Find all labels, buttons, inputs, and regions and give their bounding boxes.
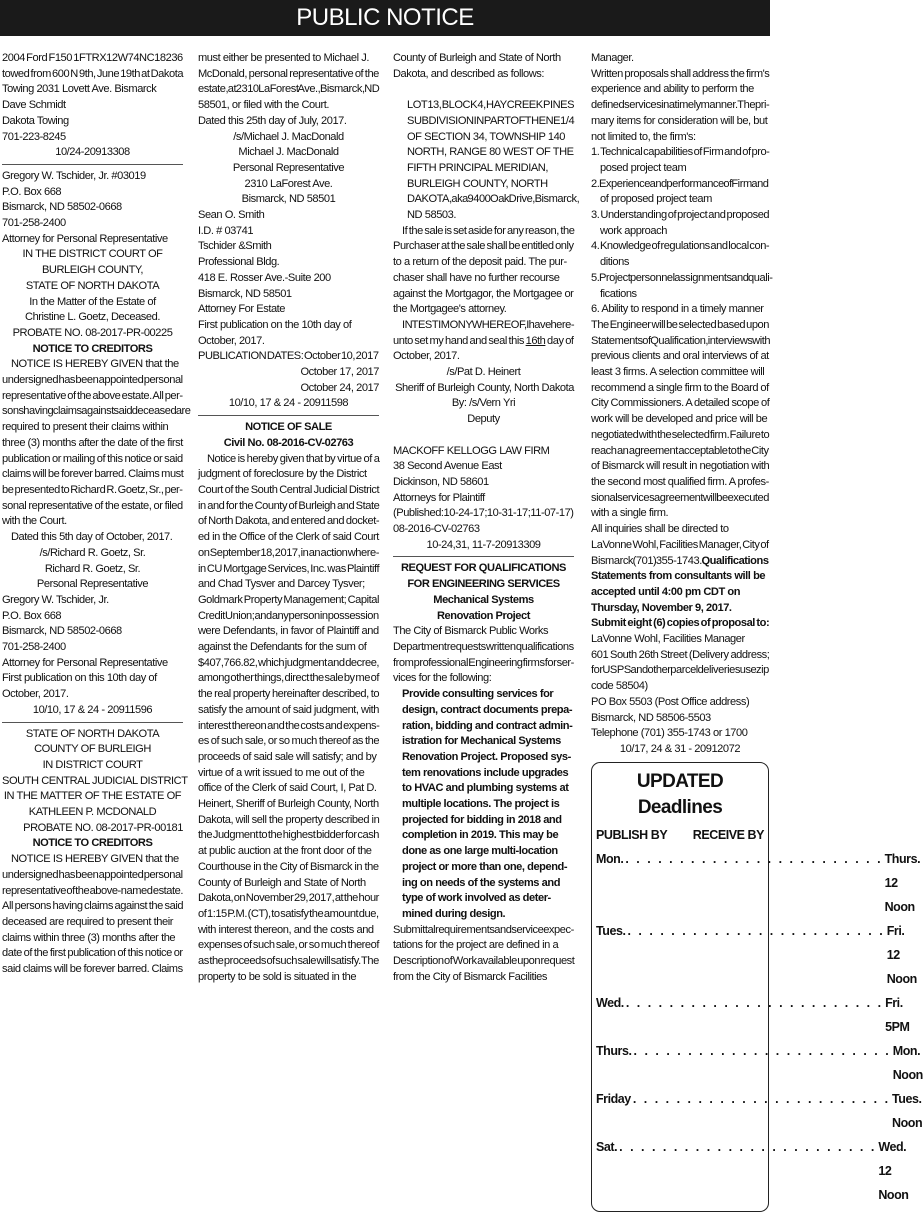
notice-line: NOTICE IS HEREBY GIVEN that the (11, 853, 179, 866)
notice-line: PO Box 5503 (Post Office address) (591, 695, 750, 708)
notice-line: Gregory W. Tschider, Jr. (2, 593, 109, 606)
notice-line: City Commissioners. A detailed scope of (591, 397, 770, 410)
publish-day: Friday (596, 1091, 631, 1106)
notice-line: and Chad Tysver and Darcey Tysver; (198, 578, 365, 591)
notice-line: All persons having claims against the said (2, 900, 184, 913)
notice-line: Bismarck (701) 355-1743. Qualifications (591, 554, 769, 567)
receive-deadline: Fri. 5PM (885, 995, 910, 1034)
notice-line: October, 2017. (198, 334, 265, 347)
blank-line (393, 82, 574, 98)
notice-line: Tschider &Smith (198, 240, 272, 253)
notice-line: from the City of Bismarck Facilities (393, 970, 547, 983)
notice-line: be presented to Richard R. Goetz, Sr., per- (2, 483, 183, 496)
notice-line: P.O. Box 668 (2, 185, 62, 198)
notice-line: done as one large multi-location (402, 845, 558, 858)
notice-line: Submit eight (6) copies of proposal to: (591, 617, 770, 630)
notice-line: Manager. (591, 52, 634, 64)
publish-day: Thurs. (596, 1043, 632, 1058)
notice-line: Civil No. 08-2016-CV-02763 (223, 436, 354, 449)
column-4 (591, 51, 923, 1202)
notice-line: undersigned has been appointed personal (2, 374, 183, 387)
notice-line: publication or mailing of this notice or said (2, 452, 183, 465)
notice-line: 10/10, 17 & 24 - 20911596 (32, 703, 153, 716)
notice-line: claims will be forever barred. Claims must (2, 468, 184, 481)
notice-line: representative of the above-named estate. (2, 884, 183, 897)
notice-line: Mechanical Systems (433, 593, 534, 606)
notice-line: of proposed project team (600, 193, 712, 206)
notice-line: design, contract documents prepa- (402, 703, 573, 716)
notice-line: PUBLICATION DATES: October 10, 2017 (198, 350, 379, 363)
leader-dots: . . . . . . . . . . . . . . . . . . . . . . . . (633, 1043, 891, 1058)
notice-line: Thursday, November 9, 2017. (591, 601, 732, 614)
notice-line: mary items for consideration will be, but (591, 114, 768, 127)
leader-dots: . . . . . . . . . . . . . . . . . . . . . . . . (632, 1091, 891, 1106)
receive-deadline: Fri. 12 Noon (886, 923, 917, 986)
public-notice-header (0, 0, 770, 36)
notice-line: date of the first publication of this notice or (2, 947, 183, 960)
notice-line: NOTICE TO CREDITORS (32, 837, 153, 850)
notice-line: KATHLEEN P. MCDONALD (28, 806, 157, 819)
notice-line: 701-223-8245 (2, 130, 66, 143)
notice-line: NOTICE IS HEREBY GIVEN that the (11, 358, 179, 371)
deadlines-box (591, 762, 923, 1212)
notice-line: 3. Understanding of project and proposed (591, 209, 770, 222)
notice-line: October 17, 2017 (300, 366, 379, 379)
notice-line: October 24, 2017 (300, 381, 379, 394)
receive-deadline: Thurs. 12 Noon (884, 851, 921, 914)
notice-line: SOUTH CENTRAL JUDICIAL DISTRICT (2, 774, 188, 787)
notice-line: Professional Bldg. (198, 256, 280, 269)
notice-line: vices for the following: (393, 672, 492, 685)
column-2 (198, 51, 379, 1024)
notice-line: in CU Mortgage Services, Inc. was Plaintiff (198, 562, 380, 575)
header-title: PUBLIC NOTICE (296, 4, 474, 31)
notice-line: of North Dakota, and entered and docket- (198, 515, 380, 528)
receive-deadline: Mon. Noon (892, 1043, 923, 1082)
notice-line: undersigned has been appointed personal (2, 868, 183, 881)
notice-line: Dakota, and described as follows: (393, 67, 545, 80)
notice-line: from professional Engineering firms for ser- (393, 656, 574, 669)
leader-dots: . . . . . . . . . . . . . . . . . . . . . . . . (625, 995, 884, 1010)
notice-line: with the Court. (2, 515, 67, 528)
notice-line: among other things, direct the sale by me of (198, 672, 380, 685)
notice-line: on September 18, 2017, in an action where- (198, 546, 379, 559)
notice-line: ing on needs of the systems and (402, 876, 561, 889)
notice-line: 2. Experience and performance of Firm and (591, 177, 769, 190)
notice-line: 701-258-2400 (2, 641, 66, 654)
notice-line: must either be presented to Michael J. (198, 52, 369, 64)
notice-line: 10/17, 24 & 31 - 20912072 (619, 742, 741, 755)
notice-line: Dave Schmidt (2, 99, 66, 112)
notice-columns (0, 51, 923, 1202)
notice-line: sional services agreement will be executed (591, 491, 769, 504)
notice-line: FOR ENGINEERING SERVICES (407, 578, 560, 591)
notice-line: IN THE MATTER OF THE ESTATE OF (3, 790, 182, 803)
blank-line (393, 428, 574, 444)
notice-line: In the Matter of the Estate of (29, 295, 156, 308)
notice-line: IN DISTRICT COURT (42, 758, 143, 771)
notice-line: BURLEIGH COUNTY, (41, 264, 144, 277)
notice-line: Credit Union; and any person in possession (198, 609, 379, 622)
notice-line: the real property hereinafter described, to (198, 688, 380, 701)
notice-line: required to present their claims within (2, 421, 169, 434)
notice-line: 58501, or filed with the Court. (198, 99, 329, 112)
notice-line: LaVonne Wohl, Facilities Manager (591, 633, 745, 646)
notice-line: against the Mortgagor, the Mortgagee or (393, 287, 574, 300)
notice-line: against the Defendants for the sum of (198, 641, 367, 654)
notice-line: County of Burleigh and State of North (393, 52, 561, 64)
notice-line: October, 2017. (393, 350, 460, 363)
notice-line: for USPS and other parcel deliveries use zip (591, 664, 769, 677)
notice-line: Dickinson, ND 58601 (393, 475, 489, 488)
notice-line: 701-258-2400 (2, 217, 66, 230)
notice-line: to a return of the deposit paid. The pur- (393, 256, 567, 269)
notice-line: Personal Representative (232, 161, 345, 174)
notice-line: completion in 2019. This may be (402, 829, 559, 842)
notice-line: recommend a single firm to the Board of (591, 381, 769, 394)
notice-line: Sheriff of Burleigh County, North Dakota (395, 381, 574, 394)
notice-line: not limited to, the firm's: (591, 130, 696, 143)
notice-line: interest thereon and the costs and expens- (198, 719, 380, 732)
notice-line: Bismarck, ND 58502-0668 (2, 201, 122, 214)
notice-line: the second most qualified firm. A profes- (591, 475, 769, 488)
notice-line: LOT 13, BLOCK 4, HAY CREEK PINES (407, 99, 575, 112)
deadline-row (596, 1135, 909, 1207)
notice-line: 418 E. Rosser Ave.-Suite 200 (198, 271, 331, 284)
notice-line: Gregory W. Tschider, Jr. #03019 (2, 169, 146, 182)
notice-line: IN TESTIMONY WHEREOF, I have here- (402, 318, 575, 331)
notice-line: 10/10, 17 & 24 - 20911598 (228, 397, 349, 410)
notice-line: reach an agreement acceptable to the City (591, 444, 769, 457)
notice-line: 5. Project personnel assignments and quali- (591, 271, 773, 284)
notice-line: The City of Bismarck Public Works (393, 625, 549, 638)
column-1 (2, 51, 191, 1024)
notice-line: representative of the above estate. All per- (2, 389, 183, 402)
notice-line: negotiated with the selected firm. Failure to (591, 428, 770, 441)
notice-line: projected for bidding in 2018 and (402, 813, 562, 826)
notice-line: Dated this 5th day of October, 2017. (11, 531, 173, 544)
notice-line: tations for the project are defined in a (393, 939, 559, 952)
notice-line: 10/24-20913308 (55, 146, 130, 159)
notice-line: $407,766.82, which judgment and decree, (198, 656, 380, 669)
notice-line: estate, at 2310 LaForest Ave., Bismarck, ND (198, 83, 380, 96)
notice-line: with interest thereon, and the costs and (198, 923, 374, 936)
receive-deadline: Tues. Noon (892, 1091, 923, 1130)
receive-by-heading: RECEIVE BY (692, 827, 764, 842)
notice-line: Department requests written qualifications (393, 640, 574, 653)
deadline-row (596, 1087, 923, 1135)
notice-line: FIFTH PRINCIPAL MERIDIAN, (407, 161, 548, 174)
notice-line: 4. Knowledge of regulations and local con- (591, 240, 770, 253)
notice-line: type of work involved as deter- (402, 892, 551, 905)
deadline-row (596, 847, 921, 919)
notice-line: posed project team (600, 161, 687, 174)
notice-line: NOTICE TO CREDITORS (32, 342, 153, 355)
deadline-row (596, 919, 917, 991)
notice-line: Attorneys for Plaintiff (393, 491, 485, 504)
notice-line: 6. Ability to respond in a timely manner (591, 303, 764, 316)
notice-line: satisfy the amount of said judgment, with (198, 703, 379, 716)
publish-day: Sat. (596, 1139, 618, 1154)
notice-line: deceased are required to present their (2, 915, 173, 928)
notice-line: three (3) months after the date of the first (2, 436, 183, 449)
notice-line: /s/Pat D. Heinert (446, 366, 521, 379)
notice-line: Dakota, on November 29, 2017, at the hour (198, 892, 379, 905)
notice-line: to HVAC and plumbing systems at (402, 782, 569, 795)
notice-line: DAKOTA, aka 9400 Oak Drive, Bismarck, (407, 193, 580, 206)
notice-line: 2310 LaForest Ave. (244, 177, 333, 190)
notice-line: with a single firm. (591, 507, 669, 520)
notice-line: McDonald, personal representative of the (198, 67, 379, 80)
notice-line: Attorney for Personal Representative (2, 656, 168, 669)
notice-line: NOTICE OF SALE (245, 421, 332, 434)
notice-line: istration for Mechanical Systems (402, 735, 561, 748)
notice-line: Attorney for Personal Representative (2, 232, 168, 245)
notice-divider (2, 722, 183, 723)
notice-line: First publication on the 10th day of (198, 318, 352, 331)
notice-line: Statements of Qualification, interviews with (591, 334, 771, 347)
notice-line: property to be sold is situated in the (198, 970, 357, 983)
deadlines-header-row (596, 823, 764, 847)
notice-line: said claims will be forever barred. Claims (2, 963, 183, 976)
notice-line: es of such sale, or so much thereof as the (198, 735, 380, 748)
notice-line: code 58504) (591, 680, 648, 693)
notice-line: claims within three (3) months after the (2, 931, 176, 944)
notice-line: P.O. Box 668 (2, 609, 62, 622)
notice-line: OF SECTION 34, TOWNSHIP 140 (407, 130, 566, 143)
notice-line: Court of the South Central Judicial District (198, 483, 380, 496)
notice-line: STATE OF NORTH DAKOTA (25, 727, 160, 740)
notice-line: SUBDIVISION IN PART OF THE NE1/4 (407, 114, 575, 127)
notice-divider (198, 415, 379, 416)
notice-line: the Mortgagee's attorney. (393, 303, 507, 316)
notice-line: the Judgment to the highest bidder for cash (198, 829, 380, 842)
notice-line: ditions (600, 256, 629, 269)
notice-line: in and for the County of Burleigh and State (198, 499, 380, 512)
notice-line: County of Burleigh and State of North (198, 876, 366, 889)
notice-line: tem renovations include upgrades (402, 766, 569, 779)
notice-line: Heinert, Sheriff of Burleigh County, North (198, 798, 379, 811)
notice-line: virtue of a writ issued to me out of the (198, 766, 365, 779)
deadlines-title: UPDATED Deadlines (636, 770, 724, 818)
notice-line: Attorney For Estate (198, 303, 286, 316)
notice-line: Goldmark Property Management; Capital (198, 593, 379, 606)
notice-line: were Defendants, in favor of Plaintiff and (198, 625, 379, 638)
notice-line: sonal representative of the estate, or filed (2, 499, 183, 512)
notice-line: All inquiries shall be directed to (591, 523, 729, 536)
notice-line: Dated this 25th day of July, 2017. (198, 114, 347, 127)
notice-line: /s/Michael J. MacDonald (233, 130, 344, 143)
publish-day: Mon. (596, 851, 624, 866)
notice-line: Deputy (467, 413, 500, 426)
notice-line: First publication on this 10th day of (2, 672, 157, 685)
notice-line: Towing 2031 Lovett Ave. Bismarck (2, 83, 157, 96)
notice-line: as the proceeds of such sale will satisfy. The (198, 955, 379, 968)
notice-line: project or more than one, depend- (402, 860, 568, 873)
notice-line: Dakota, will sell the property described in (198, 813, 380, 826)
notice-line: I.D. # 03741 (198, 224, 254, 237)
notice-line: NORTH, RANGE 80 WEST OF THE (407, 146, 574, 159)
notice-line: Description of Work available upon request (393, 955, 575, 968)
deadline-row (596, 1039, 923, 1087)
notice-line: expenses of such sale, or so much thereof (198, 939, 379, 952)
notice-line: office of the Clerk of said Court, I, Pat D. (198, 782, 377, 795)
publish-by-heading: PUBLISH BY (596, 827, 668, 842)
notice-line: defined services in a timely manner. The pri- (591, 99, 770, 112)
notice-line: 1. Technical capabilities of Firm and of pro- (591, 146, 770, 159)
notice-line: of 1:15 P.M. (CT), to satisfy the amount due, (198, 907, 379, 920)
notice-line: MACKOFF KELLOGG LAW FIRM (393, 444, 550, 457)
notice-line: Purchaser at the sale shall be entitled only (393, 240, 574, 253)
notice-line: Notice is hereby given that by virtue of a (207, 452, 380, 465)
notice-line: 601 South 26th Street (Delivery address; (591, 648, 770, 661)
notice-line: proceeds of said sale will satisfy; and by (198, 750, 377, 763)
notice-line: LaVonne Wohl, Facilities Manager, City of (591, 538, 769, 551)
notice-line: of Bismarck will result in negotiation with (591, 460, 770, 473)
notice-line: The Engineer will be selected based upon (591, 318, 769, 331)
notice-line: experience and ability to perform the (591, 83, 754, 96)
notice-line: Submittal requirements and service expec- (393, 923, 574, 936)
notice-line: Christine L. Goetz, Deceased. (25, 311, 160, 324)
notice-line: work will be developed and price will be (591, 413, 768, 426)
notice-line: ration, bidding and contract admin- (402, 719, 573, 732)
notice-line: towed from 600 N 9th, June 19th at Dakota (2, 67, 184, 80)
notice-line: PROBATE NO. 08-2017-PR-00181 (23, 821, 183, 834)
notice-line: ed in the Office of the Clerk of said Court (198, 531, 379, 544)
notice-line: Written proposals shall address the firm's (591, 67, 770, 80)
notice-line: Personal Representative (36, 578, 149, 591)
publish-day: Wed. (596, 995, 624, 1010)
notice-line: work approach (600, 224, 667, 237)
receive-deadline: Wed. 12 Noon (878, 1139, 909, 1202)
notice-line: STATE OF NORTH DAKOTA (25, 279, 160, 292)
notice-line: Provide consulting services for (402, 688, 554, 701)
notice-line: Dakota Towing (2, 114, 69, 127)
notice-line: Statements from consultants will be (591, 570, 766, 583)
notice-line: at public auction at the front door of the (198, 845, 372, 858)
notice-line: Bismarck, ND 58502-0668 (2, 625, 122, 638)
notice-line: 10-24,31, 11-7-20913309 (426, 538, 541, 551)
notice-line: COUNTY OF BURLEIGH (34, 743, 151, 756)
notice-line: unto set my hand and seal this 16th day of (393, 334, 574, 347)
notice-line: least 3 firms. A selection committee will (591, 366, 765, 379)
notice-line: /s/Richard R. Goetz, Sr. (39, 546, 146, 559)
notice-line: Bismarck, ND 58501 (198, 287, 292, 300)
deadlines-rows (596, 847, 923, 1207)
leader-dots: . . . . . . . . . . . . . . . . . . . . . . . . (627, 923, 885, 938)
column-3 (393, 51, 580, 1024)
notice-line: mined during design. (402, 907, 506, 920)
notice-divider (393, 556, 574, 557)
notice-line: 08-2016-CV-02763 (393, 523, 480, 536)
notice-line: If the sale is set aside for any reason, the (402, 224, 575, 237)
notice-line: chaser shall have no further recourse (393, 271, 560, 284)
notice-line: accepted until 4:00 pm CDT on (591, 585, 741, 598)
notice-line: Renovation Project (437, 609, 530, 622)
notice-line: Courthouse in the City of Bismarck in the (198, 860, 379, 873)
deadline-row (596, 991, 910, 1039)
notice-line: Bismarck, ND 58506-5503 (591, 711, 711, 724)
notice-line: BURLEIGH COUNTY, NORTH (407, 177, 548, 190)
notice-line: PROBATE NO. 08-2017-PR-00225 (12, 326, 173, 339)
notice-line: Telephone (701) 355-1743 or 1700 (591, 727, 748, 740)
notice-line: Michael J. MacDonald (238, 146, 339, 159)
notice-line: 38 Second Avenue East (393, 460, 502, 473)
leader-dots: . . . . . . . . . . . . . . . . . . . . . . . . (619, 1139, 877, 1154)
notice-line: ND 58503. (407, 209, 456, 222)
notice-line: judgment of foreclosure by the District (198, 468, 367, 481)
notice-line: Bismarck, ND 58501 (241, 193, 336, 206)
notice-line: multiple locations. The project is (402, 798, 560, 811)
notice-line: Renovation Project. Proposed sys- (402, 750, 571, 763)
column-4-lines (591, 51, 773, 758)
notice-line: By: /s/Vern Yri (451, 397, 516, 410)
notice-line: sons having claims against said deceased are (2, 405, 191, 418)
notice-line: (Published: 10-24-17; 10-31-17; 11-07-17) (393, 507, 574, 520)
leader-dots: . . . . . . . . . . . . . . . . . . . . . . . . (625, 851, 883, 866)
notice-line: October, 2017. (2, 688, 69, 701)
publish-day: Tues. (596, 923, 626, 938)
notice-line: previous clients and oral interviews of at (591, 350, 769, 363)
notice-line: fications (600, 287, 637, 300)
notice-line: REQUEST FOR QUALIFICATIONS (401, 562, 566, 575)
notice-divider (2, 164, 183, 165)
notice-line: Richard R. Goetz, Sr. (44, 562, 141, 575)
notice-line: 2004 Ford F150 1FTRX12W74NC18236 (2, 52, 183, 64)
notice-line: Sean O. Smith (198, 209, 265, 222)
notice-line: IN THE DISTRICT COURT OF (22, 248, 163, 261)
